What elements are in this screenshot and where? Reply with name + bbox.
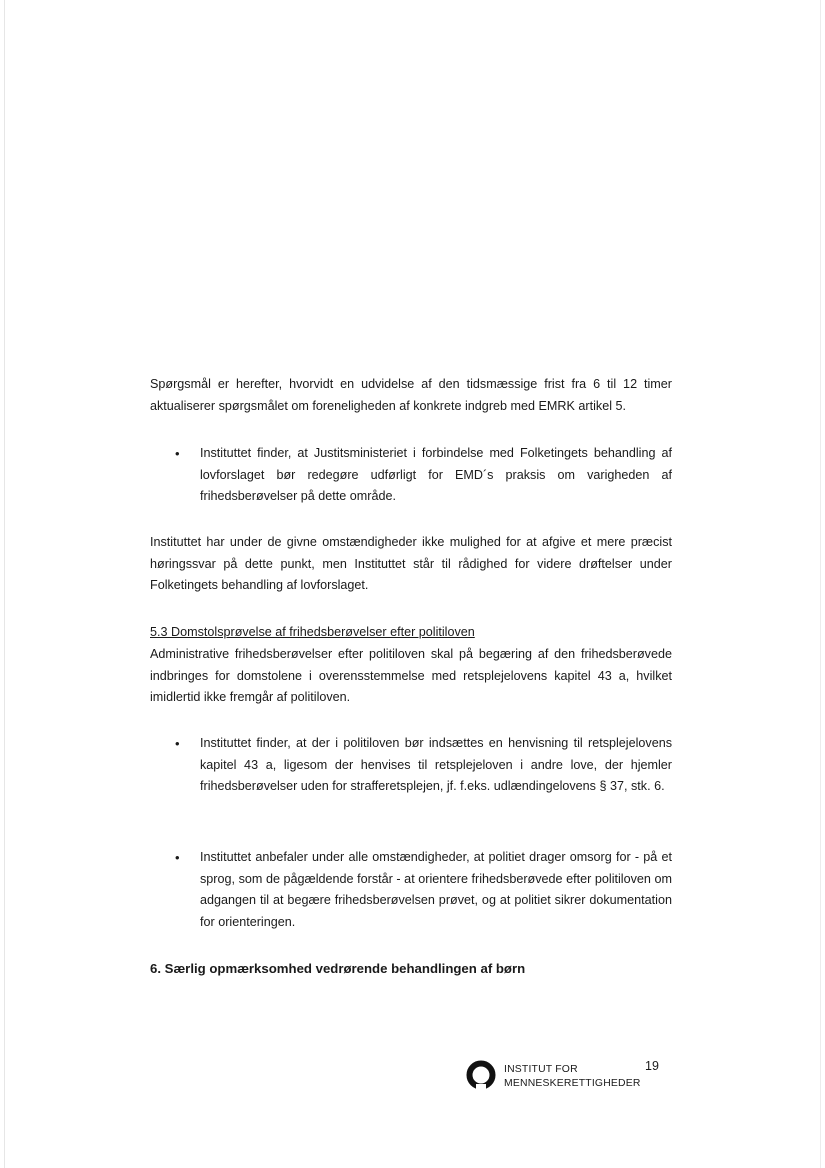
- bullet-text: Instituttet finder, at der i politiloven bør indsættes en henvisning til retsplejelovens kapitel 43 a, ligesom der henvises til retsplejeloven i andre love, der hjemler frihedsberøvelser uden for strafferetsplejen, jf. f.eks. udlændingelovens § 37, stk. 6.: [200, 736, 672, 793]
- page-number: 19: [645, 1059, 659, 1073]
- footer-org-name: MENNESKERETTIGHEDER: [504, 1078, 641, 1089]
- scan-edge: [820, 0, 821, 1168]
- scan-edge: [4, 0, 5, 1168]
- paragraph: Instituttet har under de givne omstændigheder ikke mulighed for at afgive et mere præcist høringssvar på dette punkt, men Instituttet står til rådighed for videre drøftelser under Folketingets behandling af lovforslaget.: [150, 535, 672, 592]
- bullet-text: Instituttet finder, at Justitsministeriet i forbindelse med Folketingets behandling af lovforslaget bør redegøre udførligt for EMD´s praksis om varigheden af frihedsberøvelser på dette område.: [200, 446, 672, 503]
- bullet-text: Instituttet anbefaler under alle omstændigheder, at politiet drager omsorg for - på et sprog, som de pågældende forstår - at orientere frihedsberøvede efter politiloven om adgangen til at begære frihedsberøvelsen prøvet, og at politiet sikrer dokumentation for orienteringen.: [200, 850, 672, 929]
- footer-org-name: INSTITUT FOR: [504, 1064, 578, 1075]
- section-heading: 5.3 Domstolsprøvelse af frihedsberøvelser efter politiloven: [150, 625, 475, 639]
- bullet-icon: •: [175, 446, 180, 461]
- paragraph: Spørgsmål er herefter, hvorvidt en udvidelse af den tidsmæssige frist fra 6 til 12 timer aktualiserer spørgsmålet om foreneligheden af konkrete indgreb med EMRK artikel 5.: [150, 377, 672, 413]
- bullet-icon: •: [175, 850, 180, 865]
- main-heading: 6. Særlig opmærksomhed vedrørende behandlingen af børn: [150, 961, 526, 976]
- paragraph: Administrative frihedsberøvelser efter politiloven skal på begæring af den frihedsberøvede indbringes for domstolene i overensstemmelse med retsplejelovens kapitel 43 a, hvilket imidlertid ikke fremgår af politiloven.: [150, 647, 672, 704]
- ring-logo-icon: [466, 1060, 496, 1090]
- bullet-icon: •: [175, 736, 180, 751]
